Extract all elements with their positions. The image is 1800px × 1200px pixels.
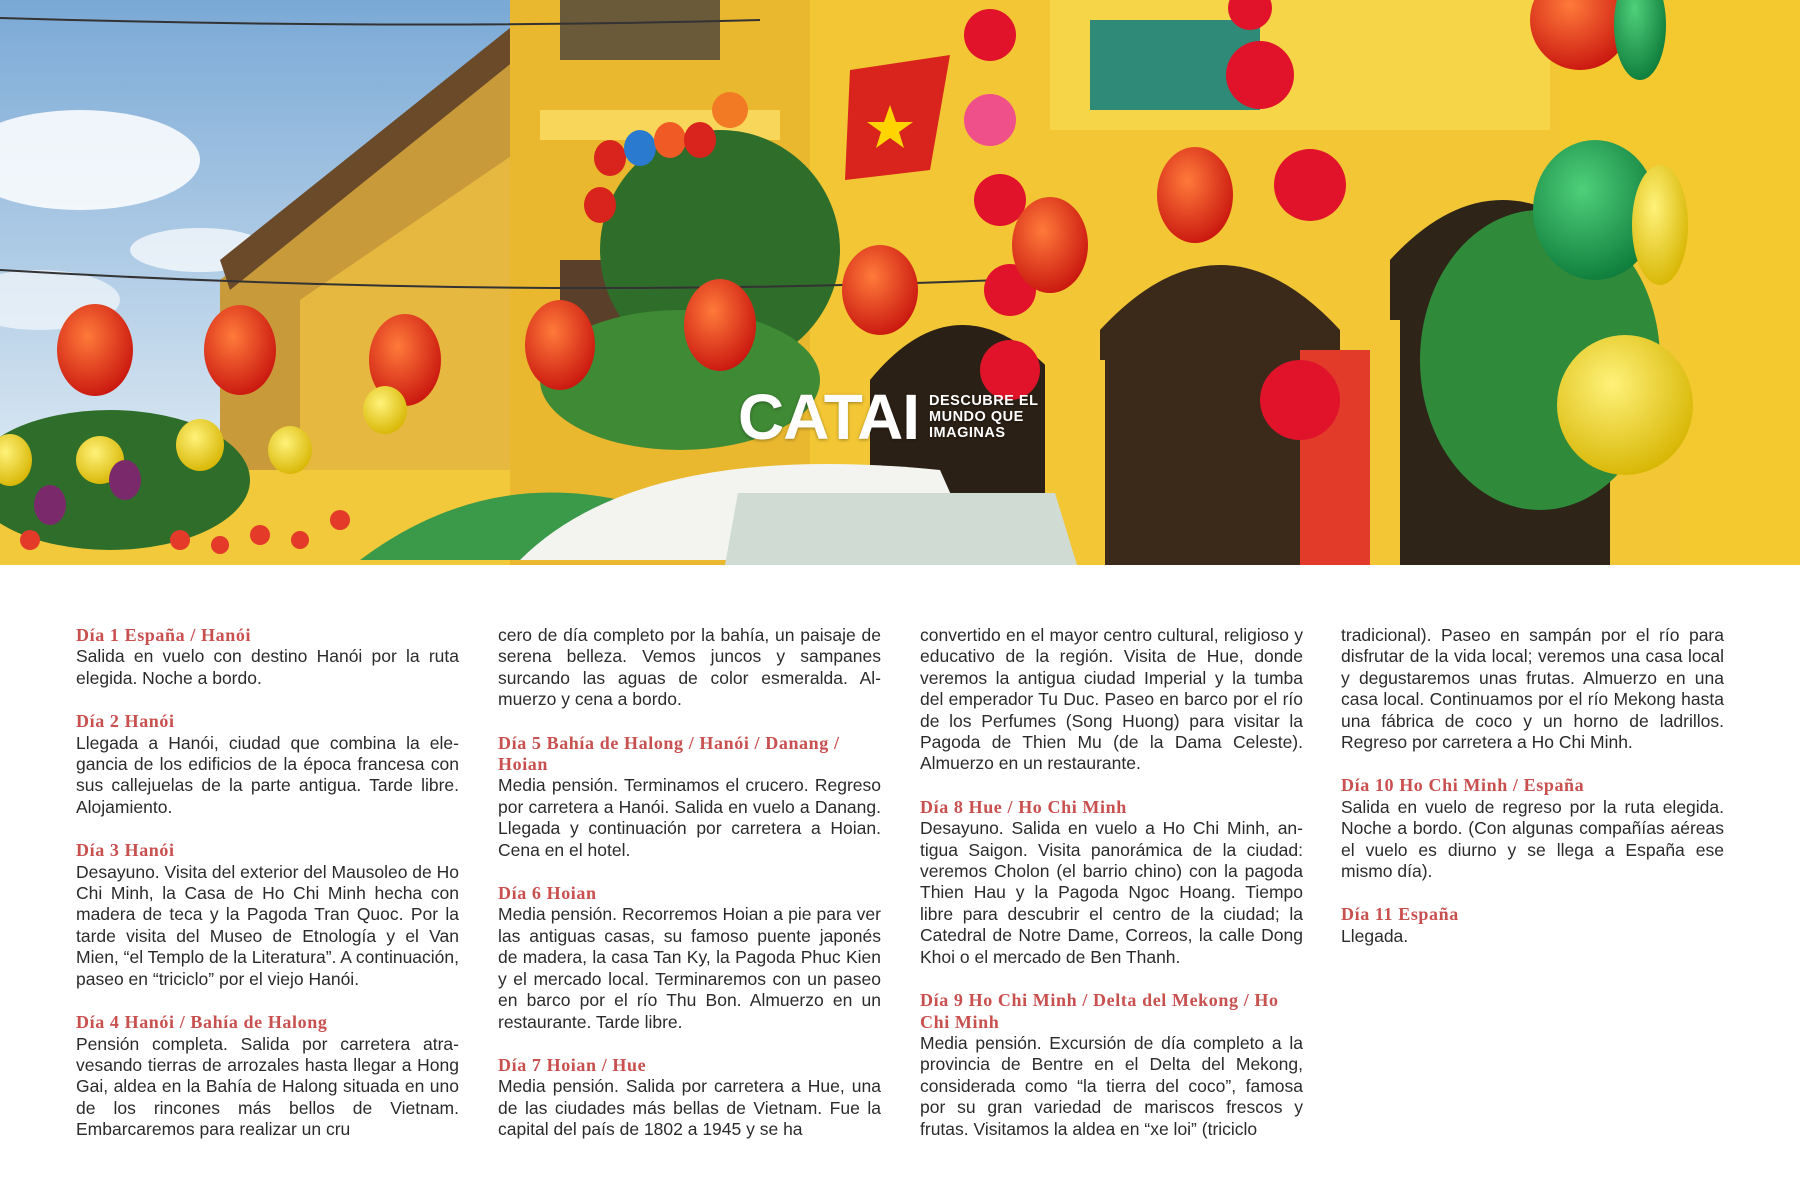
day-description: Media pensión. Terminamos el crucero. Regreso por carretera a Hanói. Salida en vuelo a Danang. Llegada y continuación por carretera a Hoian. Cena en el hotel. [498, 775, 881, 860]
day-description: Llegada. [1341, 925, 1409, 946]
day-block [1341, 904, 1724, 947]
itinerary-column-2 [498, 625, 881, 1163]
itinerary-column-1 [76, 625, 459, 1163]
day-description: Media pensión. Excursión de día completo a la provincia de Bentre en el Delta del Mekong, considerada como “la tierra del coco”, famosa por su gran variedad de mariscos frescos y frutas. Visitamos la aldea en “xe loi” (triciclo [920, 1032, 1303, 1139]
hero-photo [0, 0, 1800, 565]
day-description: Salida en vuelo con destino Hanói por la ruta elegida. Noche a bordo. [76, 646, 459, 688]
day-block [920, 990, 1303, 1140]
day-block [76, 711, 459, 818]
day-continuation [498, 625, 881, 711]
day-heading: Día 2 Hanói [76, 711, 175, 732]
catai-logo [738, 381, 1039, 453]
day-heading: Día 7 Hoian / Hue [498, 1054, 647, 1075]
day-description: Media pensión. Salida por carretera a Hue, una de las ciudades más bellas de Vietnam. Fue la capital del país de 1802 a 1945 y se ha [498, 1076, 881, 1140]
day-heading: Día 5 Bahía de Halong / Hanói / Danang / Hoian [498, 732, 840, 775]
day-heading: Día 6 Hoian [498, 883, 597, 904]
day-description: Media pensión. Recorremos Hoian a pie para ver las antiguas casas, su famoso puente japonés de madera, la casa Tan Ky, la Pagoda Phuc Kien y el mercado local. Terminaremos con un paseo en barco por el río Thu Bon. Almuerzo en un restaurante. Tarde libre. [498, 904, 881, 1032]
hoi-an-lantern-street-illustration [0, 0, 1800, 565]
itinerary-column-3 [920, 625, 1303, 1162]
day-heading: Día 10 Ho Chi Minh / España [1341, 775, 1585, 796]
day-heading: Día 9 Ho Chi Minh / Delta del Mekong / Ho Chi Minh [920, 990, 1279, 1032]
day-block [76, 840, 459, 990]
day-description: Pensión completa. Salida por carretera atravesando tierras de arrozales hasta llegar a Hong Gai, aldea en la Bahía de Halong situada en uno de los rincones más bellos de Vietnam. Embarcaremos para realizar un cru [76, 1033, 459, 1140]
itinerary-section [0, 565, 1800, 1200]
day-continuation [920, 625, 1303, 775]
day-description: Llegada a Hanói, ciudad que combina la elegancia de los edificios de la época francesa con sus callejuelas de la parte antigua. Tarde libre. Alojamiento. [76, 732, 459, 817]
day-block [76, 1012, 459, 1140]
day-block [498, 883, 881, 1033]
day-description: convertido en el mayor centro cultural, religioso y educativo de la región. Visita de Hue, donde veremos la antigua ciudad Imperial y la tumba del emperador Tu Duc. Paseo en barco por el río de los Perfumes (Song Huong) para visitar la Pagoda de Thien Mu (de la Dama Celeste). Almuerzo en un restaurante. [920, 625, 1303, 774]
tagline-line-2: MUNDO QUE [929, 409, 1024, 425]
day-block [498, 1055, 881, 1141]
day-continuation [1341, 625, 1724, 753]
brand-name: CATAI [738, 381, 920, 453]
day-block [76, 625, 459, 689]
day-heading: Día 4 Hanói / Bahía de Halong [76, 1012, 328, 1033]
day-heading: Día 8 Hue / Ho Chi Minh [920, 796, 1127, 817]
day-block [1341, 775, 1724, 882]
day-heading: Día 3 Hanói [76, 840, 175, 861]
day-block [920, 797, 1303, 968]
brand-tagline [929, 393, 1038, 441]
day-description: cero de día completo por la bahía, un paisaje de serena belleza. Vemos juncos y sampanes surcando las aguas de color esmeralda. Almuerzo y cena a bordo. [498, 625, 881, 710]
tagline-line-3: IMAGINAS [929, 425, 1006, 441]
day-description: Salida en vuelo de regreso por la ruta elegida. Noche a bordo. (Con algunas compañías aéreas el vuelo es diurno y se llega a España ese mismo día). [1341, 796, 1724, 882]
day-description: Desayuno. Visita del exterior del Mausoleo de Ho Chi Minh, la Casa de Ho Chi Minh hecha con madera de teca y la Pagoda Tran Quoc. Por la tarde visita del Museo de Etnología y el Van Mien, “el Templo de la Literatura”. A continuación, paseo en “triciclo” por el viejo Hanói. [76, 861, 459, 989]
tagline-line-1: DESCUBRE EL [929, 393, 1039, 409]
day-block [498, 733, 881, 861]
day-heading: Día 11 España [1341, 904, 1459, 925]
day-heading: Día 1 España / Hanói [76, 625, 252, 645]
day-description: tradicional). Paseo en sampán por el río para disfrutar de la vida local; veremos una casa local y degustaremos unas frutas. Almuerzo en una casa local. Continuamos por el río Mekong hasta una fábrica de coco y un horno de ladrillos. Regreso por carretera a Ho Chi Minh. [1341, 625, 1724, 753]
day-description: Desayuno. Salida en vuelo a Ho Chi Minh, antigua Saigon. Visita panorámica de la ciudad: veremos Cholon (el barrio chino) con la pagoda Thien Hau y la Pagoda Ngoc Hoang. Tiempo libre para descubrir el centro de la ciudad; la Catedral de Notre Dame, Correos, la calle Dong Khoi o el mercado de Ben Thanh. [920, 818, 1303, 967]
itinerary-column-4 [1341, 625, 1724, 969]
